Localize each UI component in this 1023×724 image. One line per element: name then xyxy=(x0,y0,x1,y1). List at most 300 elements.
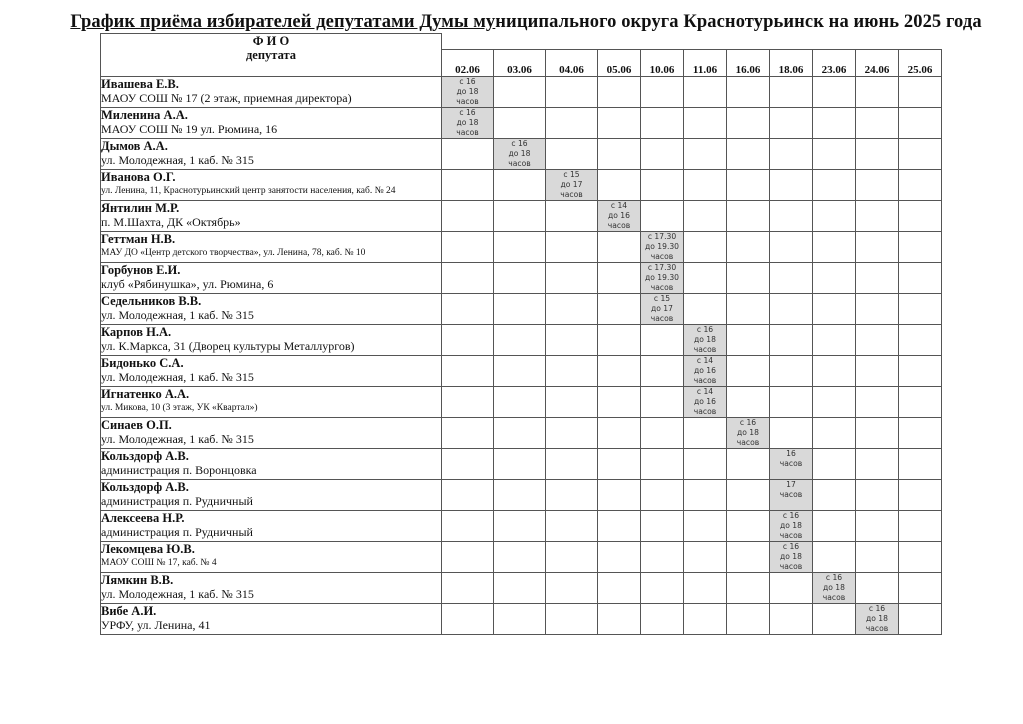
empty-cell xyxy=(770,324,813,355)
empty-cell xyxy=(494,386,546,417)
empty-cell xyxy=(598,324,641,355)
deputy-cell xyxy=(101,572,442,603)
empty-cell xyxy=(813,603,856,634)
reception-time-line: до 19.30 xyxy=(644,272,680,282)
empty-cell xyxy=(899,231,942,262)
reception-time-line: с 14 xyxy=(696,386,714,396)
empty-cell xyxy=(442,231,494,262)
reception-time-cell xyxy=(641,262,684,293)
reception-time-line: до 17 xyxy=(651,303,673,313)
deputy-address: ул. Молодежная, 1 каб. № 315 xyxy=(101,307,254,322)
deputy-address: ул. Молодежная, 1 каб. № 315 xyxy=(101,586,254,601)
empty-cell xyxy=(899,262,942,293)
empty-cell xyxy=(546,355,598,386)
empty-cell xyxy=(546,107,598,138)
empty-cell xyxy=(727,262,770,293)
empty-cell xyxy=(684,541,727,572)
reception-time-cell xyxy=(727,417,770,448)
table-row xyxy=(101,386,942,417)
table-row xyxy=(101,324,942,355)
empty-cell xyxy=(442,293,494,324)
table-row xyxy=(101,231,942,262)
table-row xyxy=(101,510,942,541)
table-row xyxy=(101,76,942,107)
deputy-cell xyxy=(101,417,442,448)
fio-header xyxy=(101,34,442,77)
date-header-cell: 04.06 xyxy=(546,49,598,76)
empty-cell xyxy=(856,262,899,293)
empty-cell xyxy=(727,76,770,107)
deputy-cell xyxy=(101,324,442,355)
empty-cell xyxy=(641,355,684,386)
empty-cell xyxy=(899,541,942,572)
reception-time-cell xyxy=(770,541,813,572)
reception-time-cell xyxy=(770,510,813,541)
deputy-name: Ивашева Е.В. xyxy=(101,76,179,91)
deputy-address: УРФУ, ул. Ленина, 41 xyxy=(101,617,211,632)
empty-cell xyxy=(598,510,641,541)
reception-time-line: до 16 xyxy=(694,396,716,406)
reception-time-line: с 16 xyxy=(459,76,476,86)
empty-cell xyxy=(442,572,494,603)
empty-cell xyxy=(813,200,856,231)
reception-time-cell xyxy=(813,572,856,603)
deputy-address: ул. Молодежная, 1 каб. № 315 xyxy=(101,152,254,167)
empty-cell xyxy=(727,200,770,231)
reception-time-line: с 16 xyxy=(696,324,714,334)
deputy-cell xyxy=(101,510,442,541)
deputy-name: Лекомцева Ю.В. xyxy=(101,541,195,556)
reception-time-line: часов xyxy=(456,127,479,137)
empty-cell xyxy=(684,231,727,262)
empty-cell xyxy=(770,355,813,386)
reception-time-cell xyxy=(770,479,813,510)
empty-cell xyxy=(770,386,813,417)
schedule-table xyxy=(100,33,942,635)
deputy-name: Седельников В.В. xyxy=(101,293,202,308)
empty-cell xyxy=(442,510,494,541)
empty-cell xyxy=(598,386,641,417)
deputy-address: администрация п. Рудничный xyxy=(101,493,253,508)
empty-cell xyxy=(546,231,598,262)
deputy-cell xyxy=(101,479,442,510)
empty-cell xyxy=(770,417,813,448)
reception-time-line: с 16 xyxy=(825,572,843,582)
empty-cell xyxy=(641,386,684,417)
empty-cell xyxy=(899,603,942,634)
reception-time-line: с 17.30 xyxy=(647,262,677,272)
date-header-cell: 25.06 xyxy=(899,49,942,76)
empty-cell xyxy=(856,510,899,541)
empty-cell xyxy=(813,541,856,572)
empty-cell xyxy=(727,572,770,603)
empty-cell xyxy=(856,107,899,138)
deputy-name: Вибе А.И. xyxy=(101,603,157,618)
empty-cell xyxy=(727,603,770,634)
empty-cell xyxy=(442,324,494,355)
empty-cell xyxy=(442,603,494,634)
empty-cell xyxy=(598,479,641,510)
empty-cell xyxy=(598,448,641,479)
reception-time-line: до 18 xyxy=(737,427,759,437)
date-header-cell: 23.06 xyxy=(813,49,856,76)
reception-time-line: до 18 xyxy=(866,613,888,623)
empty-cell xyxy=(856,355,899,386)
empty-cell xyxy=(641,200,684,231)
empty-cell xyxy=(546,541,598,572)
reception-time-line: до 19.30 xyxy=(644,241,680,251)
empty-cell xyxy=(442,417,494,448)
empty-cell xyxy=(598,417,641,448)
reception-time-line: до 18 xyxy=(694,334,716,344)
empty-cell xyxy=(684,138,727,169)
empty-cell xyxy=(442,200,494,231)
empty-cell xyxy=(546,262,598,293)
deputy-cell xyxy=(101,107,442,138)
empty-cell xyxy=(813,262,856,293)
table-row xyxy=(101,293,942,324)
deputy-cell xyxy=(101,231,442,262)
empty-cell xyxy=(856,417,899,448)
date-header-cell: 10.06 xyxy=(641,49,684,76)
deputy-address: п. М.Шахта, ДК «Октябрь» xyxy=(101,214,241,229)
deputy-address: ул. Микова, 10 (3 этаж, УК «Квартал») xyxy=(101,402,258,413)
deputy-name: Кольздорф А.В. xyxy=(101,448,189,463)
empty-cell xyxy=(494,572,546,603)
empty-cell xyxy=(494,262,546,293)
empty-cell xyxy=(546,448,598,479)
date-header-cell: 03.06 xyxy=(494,49,546,76)
empty-cell xyxy=(899,138,942,169)
empty-cell xyxy=(856,200,899,231)
reception-time-cell xyxy=(684,386,727,417)
empty-cell xyxy=(770,200,813,231)
empty-cell xyxy=(546,386,598,417)
empty-cell xyxy=(856,324,899,355)
empty-cell xyxy=(598,76,641,107)
reception-time-line: часов xyxy=(650,251,674,261)
deputy-address: МАОУ СОШ № 17, каб. № 4 xyxy=(101,557,217,568)
empty-cell xyxy=(546,324,598,355)
empty-cell xyxy=(727,541,770,572)
empty-cell xyxy=(770,262,813,293)
empty-cell xyxy=(546,293,598,324)
empty-cell xyxy=(494,541,546,572)
date-header-blank xyxy=(442,34,942,50)
empty-cell xyxy=(684,169,727,200)
empty-cell xyxy=(813,324,856,355)
empty-cell xyxy=(727,448,770,479)
empty-cell xyxy=(442,448,494,479)
empty-cell xyxy=(546,603,598,634)
empty-cell xyxy=(856,572,899,603)
reception-time-line: 17 xyxy=(786,479,796,489)
deputy-address: администрация п. Воронцовка xyxy=(101,462,257,477)
empty-cell xyxy=(641,572,684,603)
deputy-cell xyxy=(101,169,442,200)
reception-time-cell xyxy=(641,293,684,324)
page-title xyxy=(0,12,1023,33)
empty-cell xyxy=(494,510,546,541)
deputy-cell xyxy=(101,541,442,572)
empty-cell xyxy=(546,572,598,603)
empty-cell xyxy=(813,417,856,448)
empty-cell xyxy=(899,324,942,355)
empty-cell xyxy=(684,572,727,603)
deputy-cell xyxy=(101,293,442,324)
empty-cell xyxy=(641,541,684,572)
reception-time-line: с 15 xyxy=(653,293,671,303)
reception-time-line: до 17 xyxy=(560,179,583,189)
empty-cell xyxy=(684,262,727,293)
deputy-address: ул. Ленина, 11, Краснотурьинский центр занятости населения, каб. № 24 xyxy=(101,185,396,196)
empty-cell xyxy=(770,169,813,200)
table-row xyxy=(101,417,942,448)
table-row xyxy=(101,603,942,634)
empty-cell xyxy=(856,231,899,262)
table-row xyxy=(101,169,942,200)
reception-time-line: до 18 xyxy=(508,148,531,158)
reception-time-line: до 18 xyxy=(456,86,479,96)
date-header-cell: 16.06 xyxy=(727,49,770,76)
reception-time-line: до 16 xyxy=(694,365,716,375)
deputy-address: ул. Молодежная, 1 каб. № 315 xyxy=(101,369,254,384)
reception-time-line: с 15 xyxy=(563,169,580,179)
deputy-address: администрация п. Рудничный xyxy=(101,524,253,539)
reception-time-cell xyxy=(856,603,899,634)
empty-cell xyxy=(598,262,641,293)
deputy-cell xyxy=(101,76,442,107)
reception-time-line: часов xyxy=(779,489,803,499)
reception-time-line: часов xyxy=(779,458,803,468)
table-row xyxy=(101,541,942,572)
table-row xyxy=(101,448,942,479)
empty-cell xyxy=(899,107,942,138)
reception-time-line: часов xyxy=(779,561,803,571)
deputy-address: МАОУ СОШ № 19 ул. Рюмина, 16 xyxy=(101,121,278,136)
empty-cell xyxy=(641,417,684,448)
reception-time-cell xyxy=(494,138,546,169)
deputy-name: Кольздорф А.В. xyxy=(101,479,189,494)
empty-cell xyxy=(494,76,546,107)
deputy-name: Синаев О.П. xyxy=(101,417,172,432)
empty-cell xyxy=(856,293,899,324)
empty-cell xyxy=(813,386,856,417)
empty-cell xyxy=(813,138,856,169)
empty-cell xyxy=(899,572,942,603)
empty-cell xyxy=(442,479,494,510)
empty-cell xyxy=(856,479,899,510)
empty-cell xyxy=(494,107,546,138)
reception-time-line: до 18 xyxy=(823,582,845,592)
empty-cell xyxy=(598,169,641,200)
reception-time-line: часов xyxy=(560,189,583,199)
empty-cell xyxy=(813,448,856,479)
deputy-cell xyxy=(101,262,442,293)
empty-cell xyxy=(494,293,546,324)
fio-header-line1: Ф И О xyxy=(252,34,290,48)
empty-cell xyxy=(899,479,942,510)
empty-cell xyxy=(494,417,546,448)
empty-cell xyxy=(641,76,684,107)
deputy-name: Бидонько С.А. xyxy=(101,355,184,370)
empty-cell xyxy=(494,355,546,386)
reception-time-line: с 16 xyxy=(868,603,886,613)
empty-cell xyxy=(770,603,813,634)
empty-cell xyxy=(684,603,727,634)
empty-cell xyxy=(598,541,641,572)
empty-cell xyxy=(598,355,641,386)
empty-cell xyxy=(727,355,770,386)
deputy-cell xyxy=(101,200,442,231)
deputy-name: Игнатенко А.А. xyxy=(101,386,190,401)
table-row xyxy=(101,200,942,231)
empty-cell xyxy=(641,603,684,634)
empty-cell xyxy=(899,200,942,231)
deputy-name: Карпов Н.А. xyxy=(101,324,172,339)
empty-cell xyxy=(442,169,494,200)
empty-cell xyxy=(684,200,727,231)
empty-cell xyxy=(494,200,546,231)
deputy-cell xyxy=(101,355,442,386)
date-header-cell: 11.06 xyxy=(684,49,727,76)
empty-cell xyxy=(813,355,856,386)
empty-cell xyxy=(684,510,727,541)
empty-cell xyxy=(899,76,942,107)
reception-time-line: часов xyxy=(508,158,531,168)
deputy-address: МАУ ДО «Центр детского творчества», ул. Ленина, 78, каб. № 10 xyxy=(101,247,366,258)
reception-time-line: с 17.30 xyxy=(647,231,677,241)
empty-cell xyxy=(770,293,813,324)
empty-cell xyxy=(770,231,813,262)
reception-time-line: до 18 xyxy=(456,117,479,127)
empty-cell xyxy=(684,107,727,138)
reception-time-line: с 16 xyxy=(511,138,528,148)
empty-cell xyxy=(684,76,727,107)
empty-cell xyxy=(494,479,546,510)
reception-time-line: с 14 xyxy=(696,355,714,365)
empty-cell xyxy=(494,448,546,479)
empty-cell xyxy=(856,541,899,572)
empty-cell xyxy=(727,169,770,200)
reception-time-cell xyxy=(684,324,727,355)
date-header-cell: 02.06 xyxy=(442,49,494,76)
empty-cell xyxy=(899,169,942,200)
empty-cell xyxy=(641,138,684,169)
date-header-cell: 18.06 xyxy=(770,49,813,76)
reception-time-cell xyxy=(546,169,598,200)
empty-cell xyxy=(641,324,684,355)
empty-cell xyxy=(494,324,546,355)
empty-cell xyxy=(813,107,856,138)
reception-time-line: с 16 xyxy=(782,510,800,520)
empty-cell xyxy=(856,169,899,200)
empty-cell xyxy=(598,138,641,169)
date-header-cell: 05.06 xyxy=(598,49,641,76)
deputy-name: Горбунов Е.И. xyxy=(101,262,181,277)
empty-cell xyxy=(494,231,546,262)
empty-cell xyxy=(598,107,641,138)
empty-cell xyxy=(684,479,727,510)
reception-time-line: с 16 xyxy=(782,541,800,551)
fio-header-line2: депутата xyxy=(245,48,297,62)
empty-cell xyxy=(598,231,641,262)
reception-time-line: часов xyxy=(607,220,631,230)
empty-cell xyxy=(770,138,813,169)
empty-cell xyxy=(899,510,942,541)
empty-cell xyxy=(442,355,494,386)
empty-cell xyxy=(546,200,598,231)
empty-cell xyxy=(546,76,598,107)
empty-cell xyxy=(641,479,684,510)
empty-cell xyxy=(598,572,641,603)
deputy-address: ул. К.Маркса, 31 (Дворец культуры Металлургов) xyxy=(101,338,355,353)
empty-cell xyxy=(856,76,899,107)
empty-cell xyxy=(899,293,942,324)
deputy-name: Дымов А.А. xyxy=(101,138,168,153)
empty-cell xyxy=(727,479,770,510)
empty-cell xyxy=(856,448,899,479)
table-row xyxy=(101,479,942,510)
table-row xyxy=(101,572,942,603)
reception-time-cell xyxy=(684,355,727,386)
deputy-cell xyxy=(101,448,442,479)
empty-cell xyxy=(770,572,813,603)
empty-cell xyxy=(727,231,770,262)
empty-cell xyxy=(546,479,598,510)
reception-time-cell xyxy=(770,448,813,479)
empty-cell xyxy=(598,293,641,324)
reception-time-line: часов xyxy=(779,530,803,540)
schedule-body xyxy=(101,76,942,634)
empty-cell xyxy=(727,386,770,417)
table-row xyxy=(101,107,942,138)
empty-cell xyxy=(813,76,856,107)
empty-cell xyxy=(727,324,770,355)
reception-time-line: часов xyxy=(693,344,717,354)
empty-cell xyxy=(684,293,727,324)
deputy-name: Лямкин В.В. xyxy=(101,572,174,587)
empty-cell xyxy=(813,479,856,510)
empty-cell xyxy=(899,448,942,479)
date-header-cell: 24.06 xyxy=(856,49,899,76)
empty-cell xyxy=(899,417,942,448)
empty-cell xyxy=(727,293,770,324)
reception-time-line: с 16 xyxy=(739,417,757,427)
reception-time-line: до 18 xyxy=(780,551,802,561)
empty-cell xyxy=(546,417,598,448)
empty-cell xyxy=(442,386,494,417)
empty-cell xyxy=(641,448,684,479)
deputy-name: Алексеева Н.Р. xyxy=(101,510,185,525)
deputy-name: Геттман Н.В. xyxy=(101,231,176,246)
reception-time-line: часов xyxy=(456,96,479,106)
empty-cell xyxy=(856,386,899,417)
reception-time-cell xyxy=(442,107,494,138)
deputy-name: Иванова О.Г. xyxy=(101,169,176,184)
deputy-address: ул. Молодежная, 1 каб. № 315 xyxy=(101,431,254,446)
empty-cell xyxy=(813,169,856,200)
table-row xyxy=(101,138,942,169)
empty-cell xyxy=(899,355,942,386)
reception-time-line: до 16 xyxy=(608,210,630,220)
page-title-rest: ниципального округа Краснотурьинск на июнь 2025 года xyxy=(495,12,982,32)
empty-cell xyxy=(546,138,598,169)
empty-cell xyxy=(813,231,856,262)
empty-cell xyxy=(684,417,727,448)
reception-time-line: часов xyxy=(693,375,717,385)
reception-time-line: часов xyxy=(822,592,846,602)
